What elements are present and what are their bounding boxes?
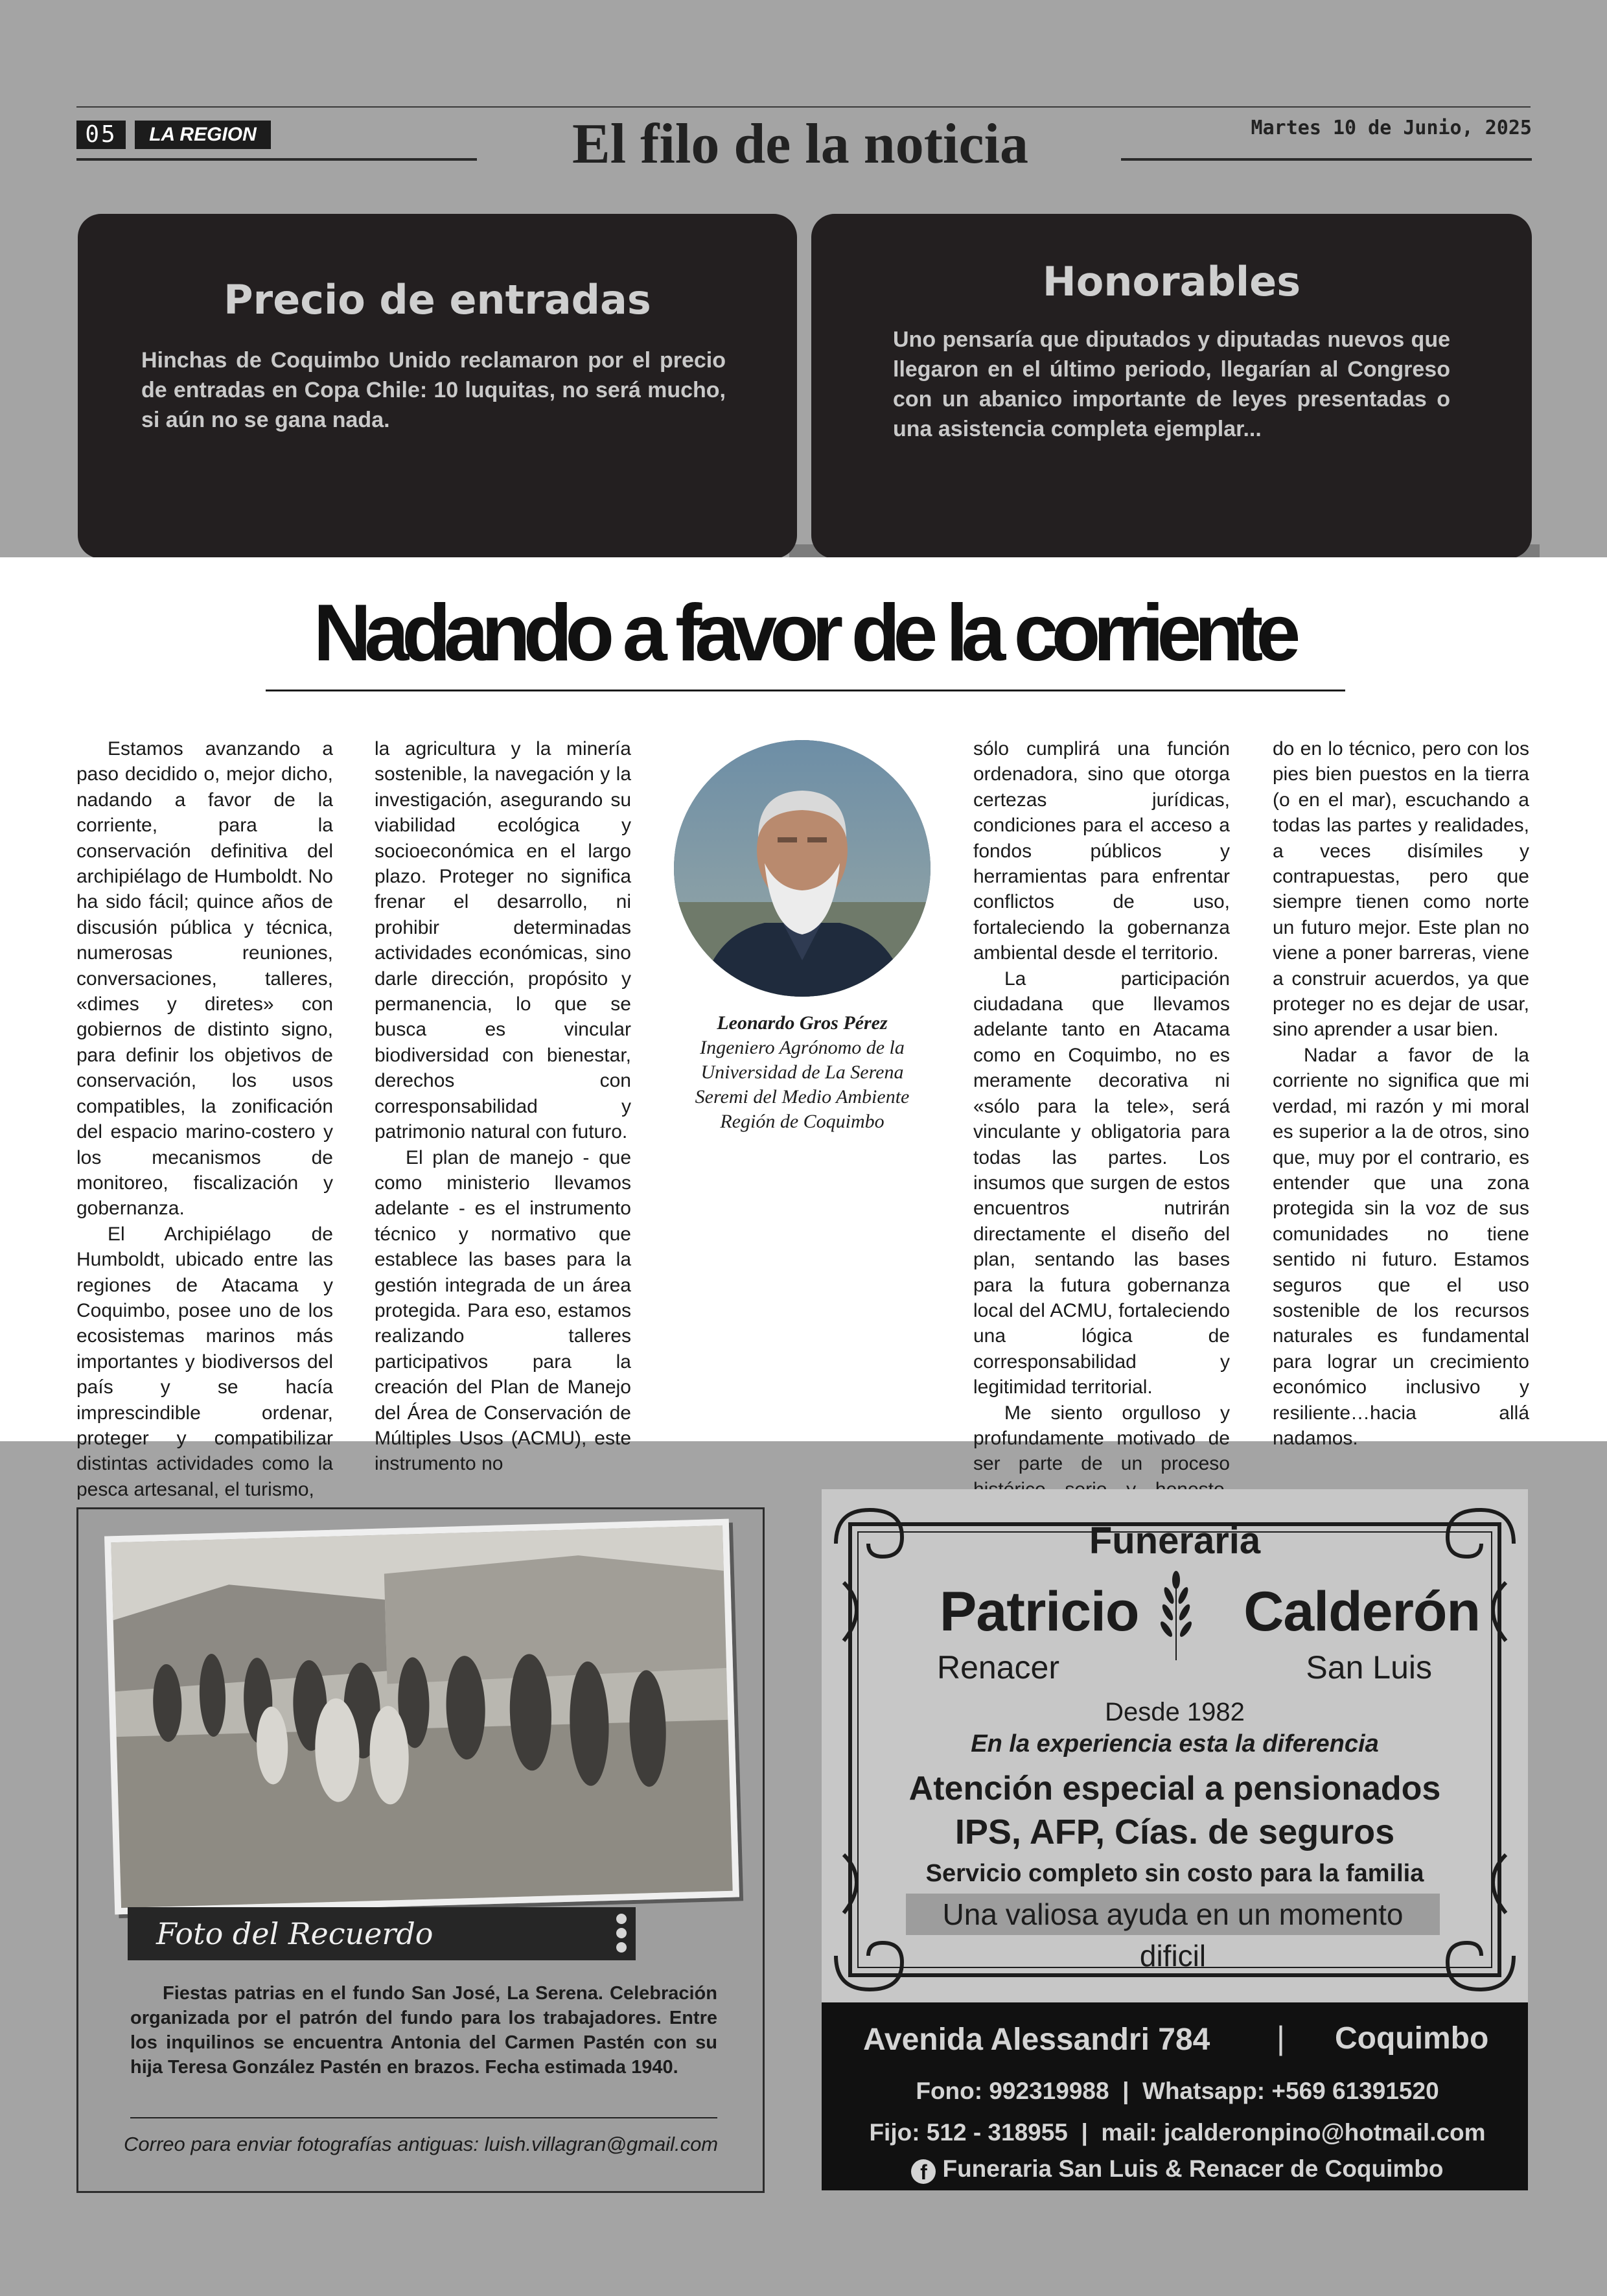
memory-rule bbox=[130, 2117, 717, 2118]
opinion-article bbox=[0, 557, 1607, 1500]
article-paragraph: Nadar a favor de la corriente no significa que mi verdad, mi razón y mi moral es superior a la de otros, sino que, muy por el contrario, es entender que una zona protegida sin la voz de sus comunidades no tiene sentido ni futuro. Estamos seguros que el uso sostenible de los recursos naturales es fundamental para lograr un crecimiento económico inclusivo y resiliente…hacia allá nadamos. bbox=[1273, 1044, 1529, 1449]
author-role-line: Región de Coquimbo bbox=[720, 1111, 884, 1132]
brief-title: Precio de entradas bbox=[224, 276, 651, 323]
ad-insurers: IPS, AFP, Cías. de seguros bbox=[954, 1813, 1395, 1851]
article-paragraph: Estamos avanzando a paso decidido o, mejor dicho, nadando a favor de la corriente, para la conservación definitiva del archipiélago de Humboldt. No ha sido fácil; quince años de discusión pública y técnica, numerosas reuniones, conversaciones, talleres, «dimes y diretes» con gobiernos de distinto signo, para definir los objetivos de conservación, los usos compatibles, la zonificación del espacio marino-costero y los mecanismos de monitoreo, fiscalización y gobernanza. bbox=[76, 738, 333, 1220]
ad-phones: Fono: 992319988 | Whatsapp: +569 61391520 bbox=[916, 2078, 1439, 2104]
memory-label-text: Foto del Recuerdo bbox=[156, 1916, 434, 1951]
ad-funeraria: Funeraria bbox=[1089, 1520, 1261, 1562]
funeral-home-ad bbox=[822, 1489, 1528, 2190]
header-right-line bbox=[1121, 158, 1532, 161]
author-portrait bbox=[674, 740, 931, 997]
brief-title: Honorables bbox=[1042, 258, 1301, 305]
article-paragraph: La participación ciudadana que llevamos adelante tanto en Atacama como en Coquimbo, no es meramente decorativa ni «sólo para la tele», será vinculante y obligatoria para todas las partes. Los insumos que surgen de estos encuentros nutrirán directamente el diseño del plan, sentando las bases para la futura gobernanza local del ACMU, fortaleciendo una lógica de corresponsabilidad y legitimidad territorial. bbox=[973, 968, 1230, 1398]
article-column-1 bbox=[76, 736, 333, 1502]
issue-date: Martes 10 de Junio, 2025 bbox=[1251, 117, 1532, 139]
memory-photo-section bbox=[76, 1507, 765, 2193]
article-column-3 bbox=[973, 736, 1230, 1528]
ad-city: Coquimbo bbox=[1335, 2021, 1489, 2056]
ad-facebook-text: Funeraria San Luis & Renacer de Coquimbo bbox=[942, 2155, 1444, 2182]
article-title: Nadando a favor de la corriente bbox=[313, 588, 1294, 678]
article-paragraph: do en lo técnico, pero con los pies bien puestos en la tierra (o en el mar), escuchando a todas las partes y realidades, a veces disímiles y contrapuestas, pero que siempre tienen como norte un futuro mejor. Este plan no viene a poner barreras, viene a construir acuerdos, ya que proteger no es dejar de usar, sino aprender a usar bien. bbox=[1273, 738, 1529, 1041]
memory-caption-text: Fiestas patrias en el fundo San José, La Serena. Celebración organizada por el patrón del fundo para los trabajadores. Entre los inquilinos se encuentra Antonia del Carmen Pastén con su hija Teresa González Pastén en brazos. Fecha estimada 1940. bbox=[130, 1983, 717, 2078]
title-rule bbox=[266, 690, 1345, 691]
author-byline bbox=[674, 1011, 931, 1134]
memory-email-note: Correo para enviar fotografías antiguas: luish.villagran@gmail.com bbox=[124, 2133, 719, 2155]
ad-since: Desde 1982 bbox=[1105, 1698, 1245, 1726]
ad-name-left: Patricio bbox=[940, 1581, 1139, 1643]
facebook-icon: f bbox=[911, 2159, 936, 2184]
author-name: Leonardo Gros Pérez bbox=[717, 1012, 888, 1034]
ad-branch-renacer: Renacer bbox=[937, 1649, 1059, 1686]
header-top-rule bbox=[76, 106, 1531, 108]
ad-name-right: Calderón bbox=[1243, 1581, 1480, 1643]
ad-separator: | bbox=[1277, 2020, 1285, 2056]
article-paragraph: El plan de manejo - que como ministerio llevamos adelante - es el instrumento técnico y normativo que establece las bases para la gestión integrada de un área protegida. Para eso, estamos realizando talleres participativos para la creación del Plan de Manejo del Área de Conservación de Múltiples Usos (ACMU), este instrumento no bbox=[375, 1146, 631, 1475]
page-number: 05 bbox=[76, 121, 126, 149]
article-column-2 bbox=[375, 736, 631, 1477]
article-column-4 bbox=[1273, 736, 1529, 1451]
memory-caption bbox=[130, 1981, 717, 2080]
ad-attention: Atención especial a pensionados bbox=[908, 1770, 1441, 1807]
ad-slogan: En la experiencia esta la diferencia bbox=[971, 1730, 1379, 1757]
ad-facebook bbox=[844, 2155, 1511, 2184]
section-title: El filo de la noticia bbox=[572, 113, 1028, 176]
ad-service: Servicio completo sin costo para la familia bbox=[925, 1860, 1424, 1887]
ad-help: Una valiosa ayuda en un momento dificil bbox=[906, 1894, 1440, 1935]
memory-label bbox=[128, 1907, 636, 1960]
newspaper-logo: LA REGION bbox=[135, 121, 271, 149]
article-paragraph: Me siento orgulloso y profundamente motivado de ser parte de un proceso bbox=[973, 1402, 1230, 1475]
article-paragraph: la agricultura y la minería sostenible, la navegación y la investigación, asegurando su viabilidad ecológica y socioeconómica en el largo plazo. Proteger no significa frenar el desarrollo, ni prohibir determinadas actividades económicas, sino darle dirección, propósito y permanencia, lo que se busca es vincular biodiversidad con bienestar, derechos con corresponsabilidad y patrimonio natural con futuro. bbox=[375, 738, 631, 1143]
header-left-line bbox=[76, 158, 477, 161]
ad-branch-san-luis: San Luis bbox=[1306, 1649, 1432, 1686]
brief-box-entradas bbox=[78, 214, 797, 559]
label-dots-decoration bbox=[616, 1914, 629, 1956]
brief-text: Uno pensaría que diputados y diputadas nuevos que llegaron en el último periodo, llegarían al Congreso con un abanico importante de leyes presentadas o una asistencia completa ejemplar... bbox=[893, 327, 1450, 441]
brief-text: Hinchas de Coquimbo Unido reclamaron por el precio de entradas en Copa Chile: 10 luquitas, no será mucho, si aún no se gana nada. bbox=[141, 348, 726, 432]
article-paragraph: El Archipiélago de Humboldt, ubicado entre las regiones de Atacama y Coquimbo, posee uno de los ecosistemas marinos más importantes y biodiversos del país y se hacía imprescindible ordenar, proteger y compatibilizar distintas actividades como la pesca artesanal, el turismo, bbox=[76, 1223, 333, 1500]
ad-address: Avenida Alessandri 784 bbox=[863, 2023, 1210, 2057]
historic-photo bbox=[104, 1519, 739, 1915]
article-paragraph: sólo cumplirá una función ordenadora, sino que otorga certezas jurídicas, condiciones para el acceso a fondos públicos y herramientas para enfrentar conflictos de uso, fortaleciendo la gobernanza ambiental desde el territorio. bbox=[973, 738, 1230, 964]
author-role-line: Ingeniero Agrónomo de la bbox=[700, 1037, 905, 1058]
ad-contact: Fijo: 512 - 318955 | mail: jcalderonpino@hotmail.com bbox=[869, 2119, 1486, 2146]
author-role-line: Seremi del Medio Ambiente bbox=[695, 1086, 910, 1107]
brief-box-honorables bbox=[811, 214, 1532, 559]
author-role-line: Universidad de La Serena bbox=[700, 1061, 904, 1083]
ad-contact-block bbox=[822, 2002, 1528, 2190]
wheat-icon bbox=[1153, 1570, 1199, 1660]
